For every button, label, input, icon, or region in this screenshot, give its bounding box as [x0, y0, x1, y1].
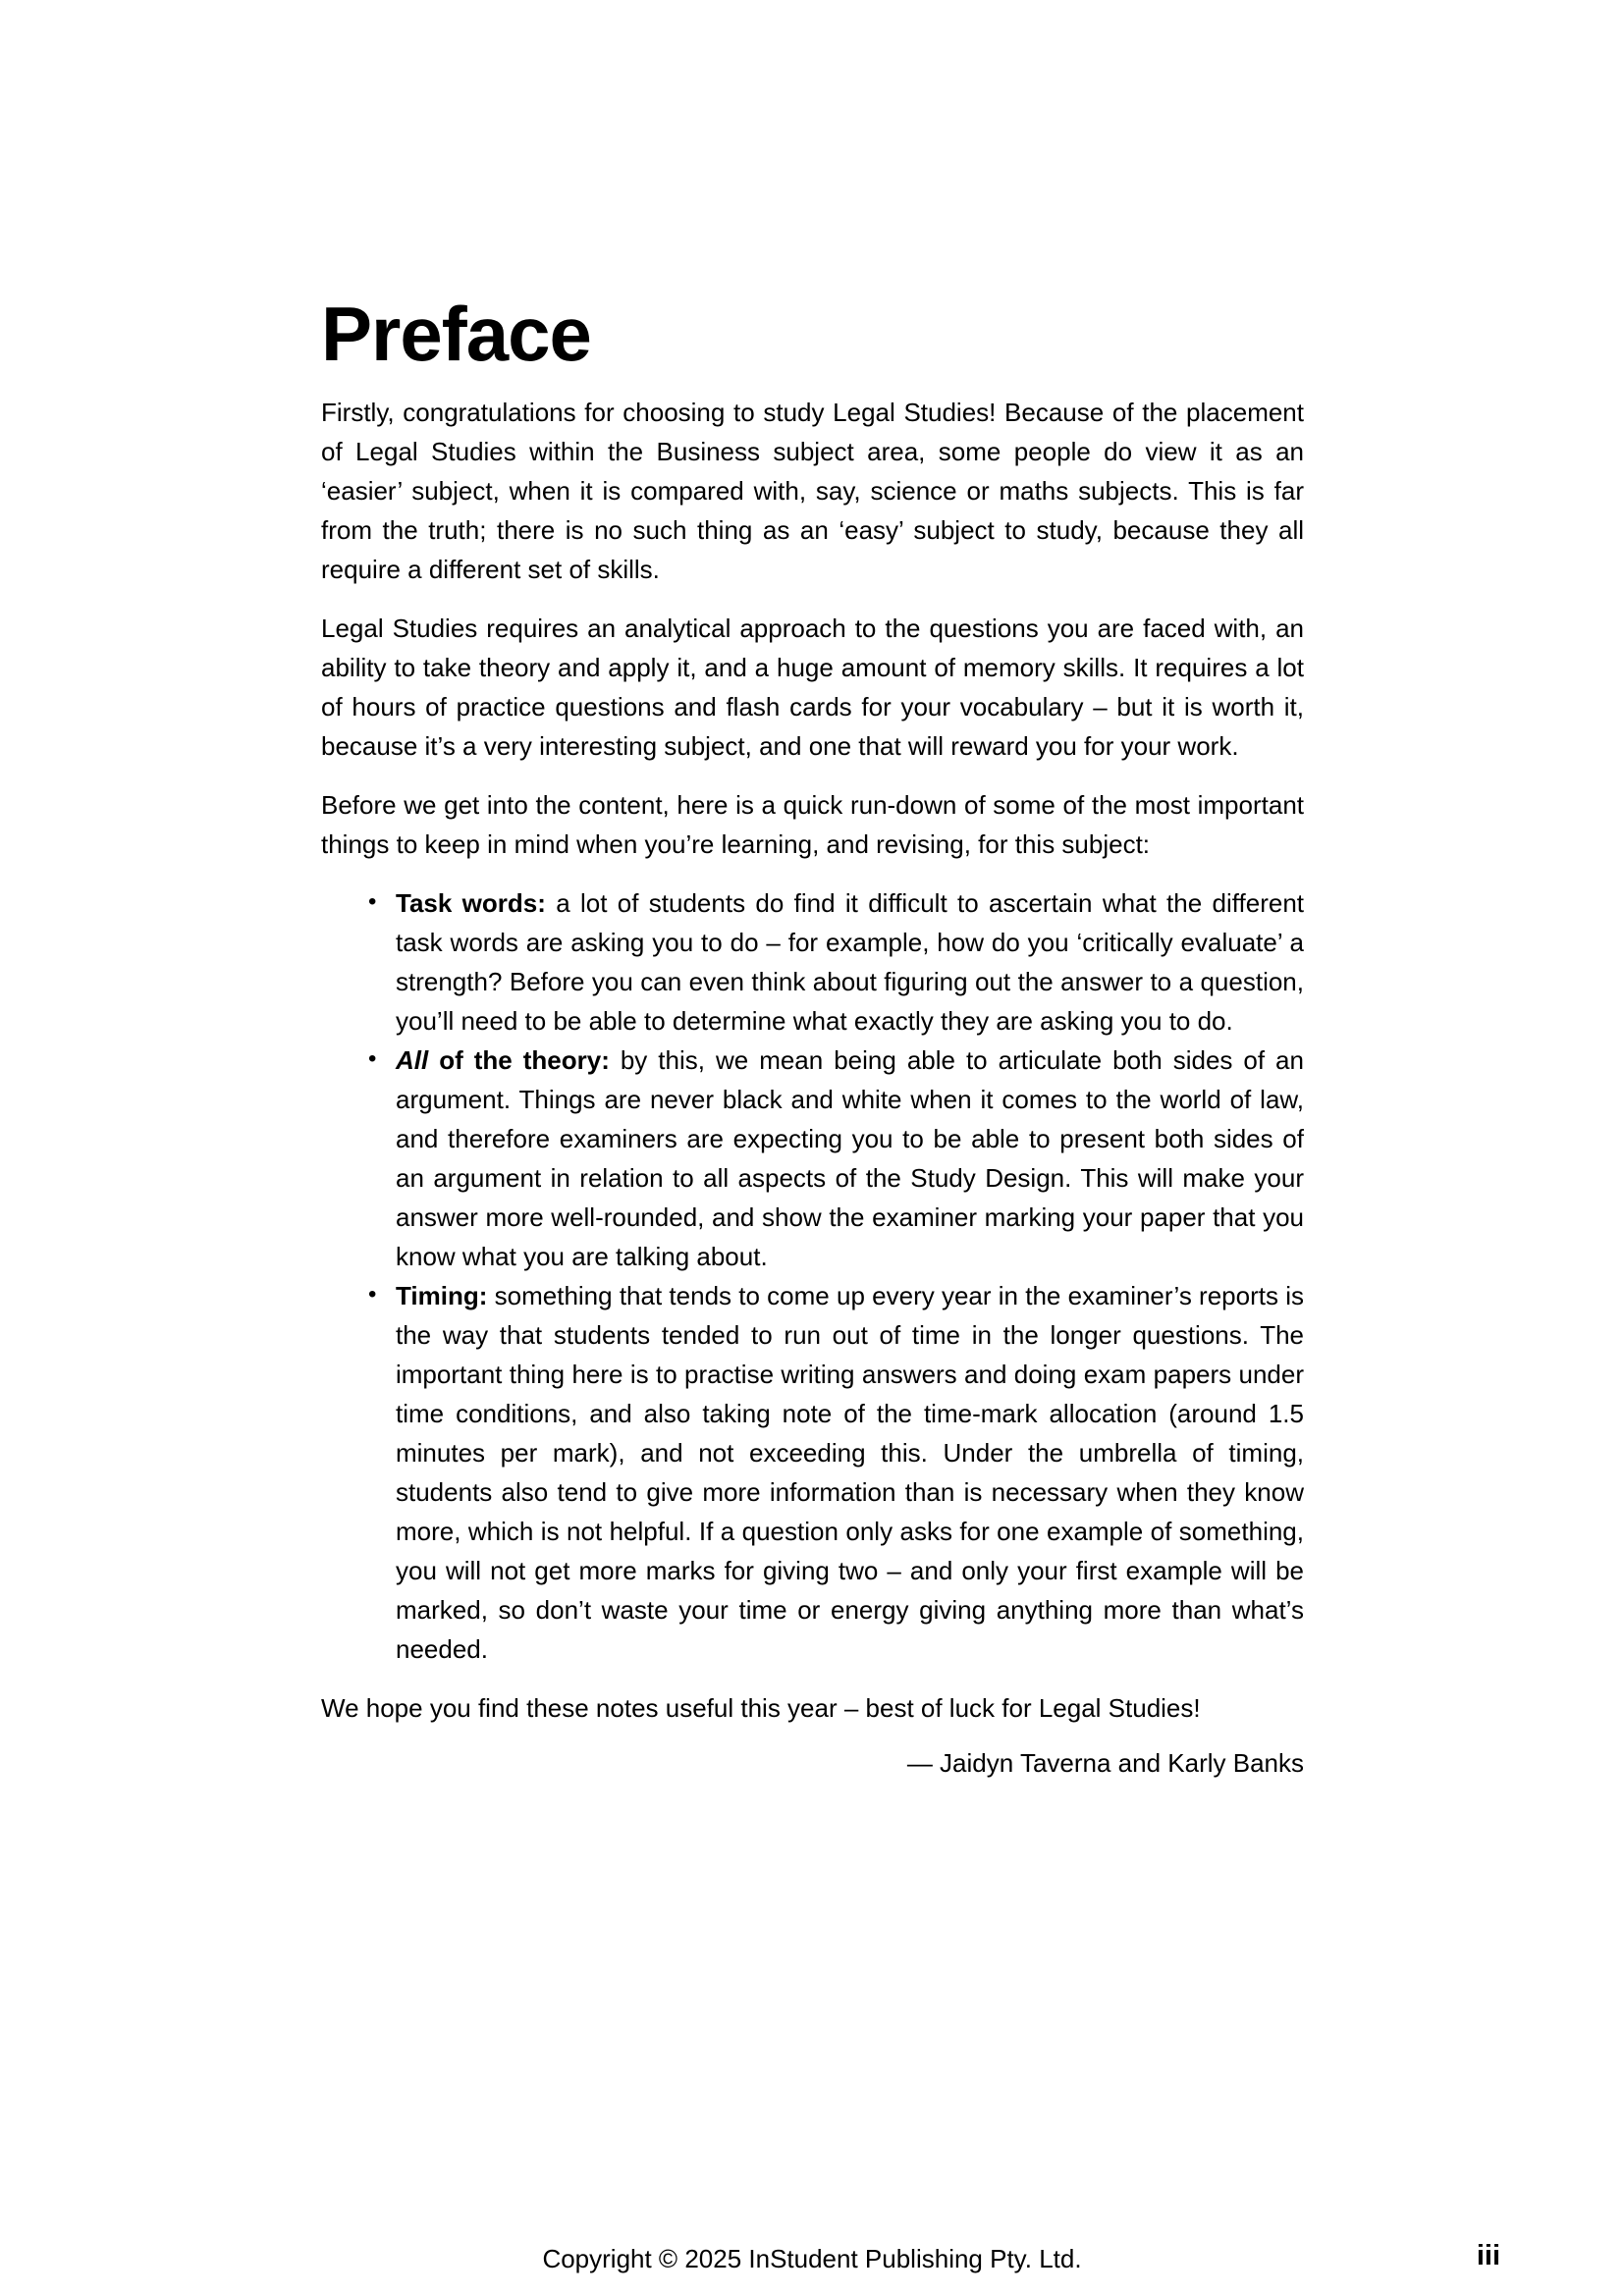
bullet-lead: Task words:	[396, 888, 546, 918]
bullet-text: something that tends to come up every year in the examiner’s reports is the way that students tended to run out of time in the longer questions. The important thing here is to practise writing answers and doing exam papers under time conditions, and also taking note of the time-mark allocation (around 1.5 minutes per mark), and not exceeding this. Under the umbrella of timing, students also tend to give more information than is necessary when they know more, which is not helpful. If a question only asks for one example of something, you will not get more marks for giving two – and only your first example will be marked, so don’t waste your time or energy giving anything more than what’s needed.	[396, 1281, 1304, 1664]
paragraph-intro: Firstly, congratulations for choosing to study Legal Studies! Because of the placement of Legal Studies within the Business subject area, some people do view it as an ‘easier’ subject, when it is compared with, say, science or maths subjects. This is far from the truth; there is no such thing as an ‘easy’ subject to study, because they all require a different set of skills.	[321, 398, 1304, 584]
preface-content	[321, 291, 1305, 1783]
bullet-icon: •	[368, 1281, 377, 1308]
list-item-all-theory	[368, 1041, 1304, 1276]
bullet-text: a lot of students do find it difficult to ascertain what the different task words are asking you to do – for example, how do you ‘critically evaluate’ a strength? Before you can even think about figuring out the answer to a question, you’ll need to be able to determine what exactly they are asking you to do.	[396, 888, 1305, 1036]
copyright-text: Copyright © 2025 InStudent Publishing Pty. Ltd.	[542, 2244, 1082, 2273]
bullet-lead: Timing:	[396, 1281, 488, 1310]
bullet-icon: •	[368, 888, 377, 915]
list-item-timing	[368, 1276, 1304, 1669]
list-item-task-words	[368, 883, 1304, 1041]
bullet-lead-italic: All	[396, 1045, 429, 1075]
paragraph-rundown: Before we get into the content, here is a quick run-down of some of the most important things to keep in mind when you’re learning, and revising, for this subject:	[321, 790, 1304, 859]
bullet-text: by this, we mean being able to articulate both sides of an argument. Things are never black and white when it comes to the world of law, and therefore examiners are expecting you to be able to present both sides of an argument in relation to all aspects of the Study Design. This will make your answer more well-rounded, and show the examiner marking your paper that you know what you are talking about.	[396, 1045, 1304, 1271]
paragraph-requirements: Legal Studies requires an analytical approach to the questions you are faced with, an ability to take theory and apply it, and a huge amount of memory skills. It requires a lot of hours of practice questions and flash cards for your vocabulary – but it is worth it, because it’s a very interesting subject, and one that will reward you for your work.	[321, 614, 1304, 761]
closing-paragraph: We hope you find these notes useful this year – best of luck for Legal Studies!	[321, 1693, 1201, 1723]
bullet-icon: •	[368, 1045, 377, 1072]
bullet-lead: of the theory:	[428, 1045, 610, 1075]
bullet-list	[321, 883, 1304, 1669]
page-number: iii	[1476, 2240, 1500, 2271]
signature: — Jaidyn Taverna and Karly Banks	[906, 1748, 1304, 1778]
page-title: Preface	[321, 291, 591, 377]
